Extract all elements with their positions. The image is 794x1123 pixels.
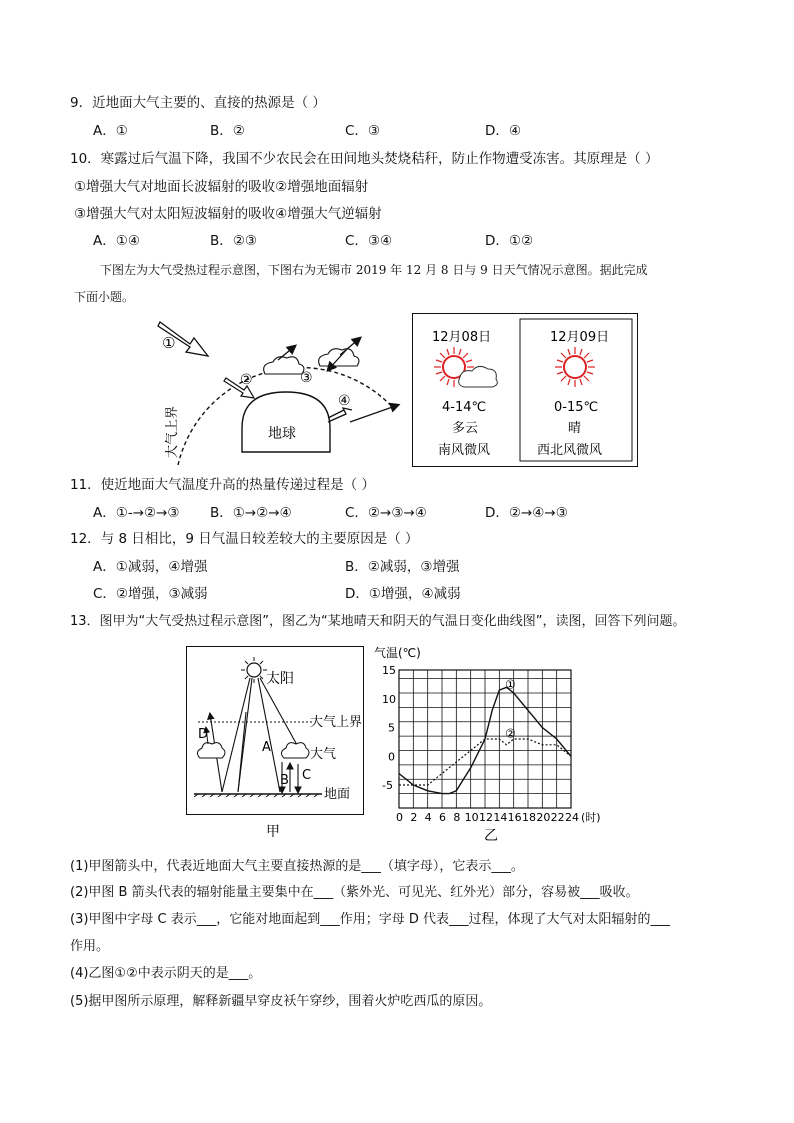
weather-box xyxy=(412,313,638,467)
x-tick-label: 18 xyxy=(522,811,536,824)
q12-stem: 12．与 8 日相比，9 日气温日较差较大的主要原因是（ ） xyxy=(70,531,419,547)
x-tick-label: 10 xyxy=(464,811,479,824)
label-a: A xyxy=(262,740,271,755)
earth-label: 地球 xyxy=(268,426,296,442)
q10-option-a: A．①④ xyxy=(93,233,140,249)
q10-statement-1: ①增强大气对地面长波辐射的吸收②增强地面辐射 xyxy=(74,179,369,195)
day2-wind: 西北风微风 xyxy=(537,443,603,458)
q11-option-c: C．②→③→④ xyxy=(345,505,427,521)
y-tick-label: -5 xyxy=(382,779,393,792)
q9-option-d: D．④ xyxy=(485,123,521,139)
label-3: ③ xyxy=(300,370,313,386)
day1-wind: 南风微风 xyxy=(438,443,491,458)
intro-line-2: 下面小题。 xyxy=(74,290,135,304)
q13-stem: 13．图甲为“大气受热过程示意图”，图乙为“某地晴天和阴天的气温日变化曲线图”，读图，回答下列问题。 xyxy=(70,614,686,629)
x-tick-label: 6 xyxy=(439,811,446,824)
atm-label: 大气 xyxy=(310,747,337,762)
y-tick-label: 0 xyxy=(388,750,395,764)
q9-stem: 9．近地面大气主要的、直接的热源是（ ） xyxy=(70,95,326,111)
q10-statement-2: ③增强大气对太阳短波辐射的吸收④增强大气逆辐射 xyxy=(74,206,382,222)
q9-option-c: C．③ xyxy=(345,123,381,139)
x-tick-label: 0 xyxy=(396,811,403,824)
q12-option-b: B．②减弱，③增强 xyxy=(345,559,460,575)
chart-caption: 乙 xyxy=(484,828,498,842)
q13-sub1: (1)甲图箭头中，代表近地面大气主要直接热源的是___（填字母），它表示___。 xyxy=(70,859,524,874)
label-d: D xyxy=(198,727,209,742)
atmosphere-top-label: 大气上界 xyxy=(165,405,180,458)
figure-jia xyxy=(186,646,366,841)
fig-jia-caption: 甲 xyxy=(266,824,280,840)
arrow-4 xyxy=(328,408,352,422)
q12-option-c: C．②增强，③减弱 xyxy=(93,586,208,602)
day1-cond: 多云 xyxy=(452,421,479,436)
x-tick-label: 16 xyxy=(507,811,522,824)
x-tick-label: 14 xyxy=(493,811,508,824)
label-2: ② xyxy=(240,372,253,388)
day1-temp: 4-14℃ xyxy=(442,400,487,415)
x-tick-label: 12 xyxy=(479,811,493,824)
chart-x-label: (时) xyxy=(581,811,601,824)
earth-shape xyxy=(242,392,330,452)
atmosphere-heating-diagram xyxy=(150,310,410,470)
q10-stem: 10．寒露过后气温下降，我国不少农民会在田间地头焚烧秸秆，防止作物遭受冻害。其原理是（ ） xyxy=(70,151,659,167)
cloud-1 xyxy=(264,357,304,374)
q13-sub5: (5)据甲图所示原理，解释新疆早穿皮袄午穿纱，围着火炉吃西瓜的原因。 xyxy=(70,994,492,1009)
sun-label: 太阳 xyxy=(266,671,294,687)
chart-y-label: 气温(℃) xyxy=(374,646,421,660)
q12-option-a: A．①减弱，④增强 xyxy=(93,559,208,575)
label-1: ① xyxy=(162,334,176,352)
temperature-chart xyxy=(372,642,612,842)
label-b: B xyxy=(280,773,289,788)
x-tick-label: 22 xyxy=(550,811,565,824)
x-tick-label: 2 xyxy=(410,811,418,824)
day2-temp: 0-15℃ xyxy=(554,400,599,415)
q13-sub4: (4)乙图①②中表示阴天的是___。 xyxy=(70,966,262,981)
label-c: C xyxy=(302,768,312,783)
ground-label: 地面 xyxy=(324,787,351,802)
series-label-2: ② xyxy=(505,726,516,741)
q10-option-c: C．③④ xyxy=(345,233,393,249)
day2-cond: 晴 xyxy=(568,421,582,436)
q9-option-b: B．② xyxy=(210,123,245,139)
q10-option-b: B．②③ xyxy=(210,233,257,249)
series-label-1: ① xyxy=(505,677,516,692)
q10-option-d: D．①② xyxy=(485,233,534,249)
q11-stem: 11．使近地面大气温度升高的热量传递过程是（ ） xyxy=(70,477,375,493)
q13-sub3-line1: (3)甲图中字母 C 表示___，它能对地面起到___作用；字母 D 代表___过程，体现了大气对太阳辐射的___ xyxy=(70,912,671,927)
q11-option-d: D．②→④→③ xyxy=(485,505,568,521)
x-tick-label: 24 xyxy=(565,811,579,824)
x-tick-label: 20 xyxy=(536,811,551,824)
intro-line-1: 下图左为大气受热过程示意图，下图右为无锡市 2019 年 12 月 8 日与 9 日天气情况示意图。据此完成 xyxy=(100,263,648,277)
label-4: ④ xyxy=(338,393,351,409)
x-tick-label: 4 xyxy=(424,811,432,824)
day1-date: 12月08日 xyxy=(432,330,492,345)
y-tick-label: 15 xyxy=(382,664,396,677)
x-tick-label: 8 xyxy=(453,811,461,824)
q11-option-a: A．①-→②→③ xyxy=(93,505,180,521)
day2-date: 12月09日 xyxy=(550,330,610,345)
q13-sub3-line2: 作用。 xyxy=(70,939,110,954)
q11-option-b: B．①→②→④ xyxy=(210,505,292,521)
q13-sub2: (2)甲图 B 箭头代表的辐射能量主要集中在___（紫外光、可见光、红外光）部分，容易被___吸收。 xyxy=(70,885,639,900)
q12-option-d: D．①增强，④减弱 xyxy=(345,586,461,602)
y-tick-label: 10 xyxy=(382,692,396,706)
q9-option-a: A．① xyxy=(93,123,128,139)
y-tick-label: 5 xyxy=(388,721,395,735)
sun-icon-day2 xyxy=(555,347,595,387)
atm-top-label: 大气上界 xyxy=(310,715,363,730)
